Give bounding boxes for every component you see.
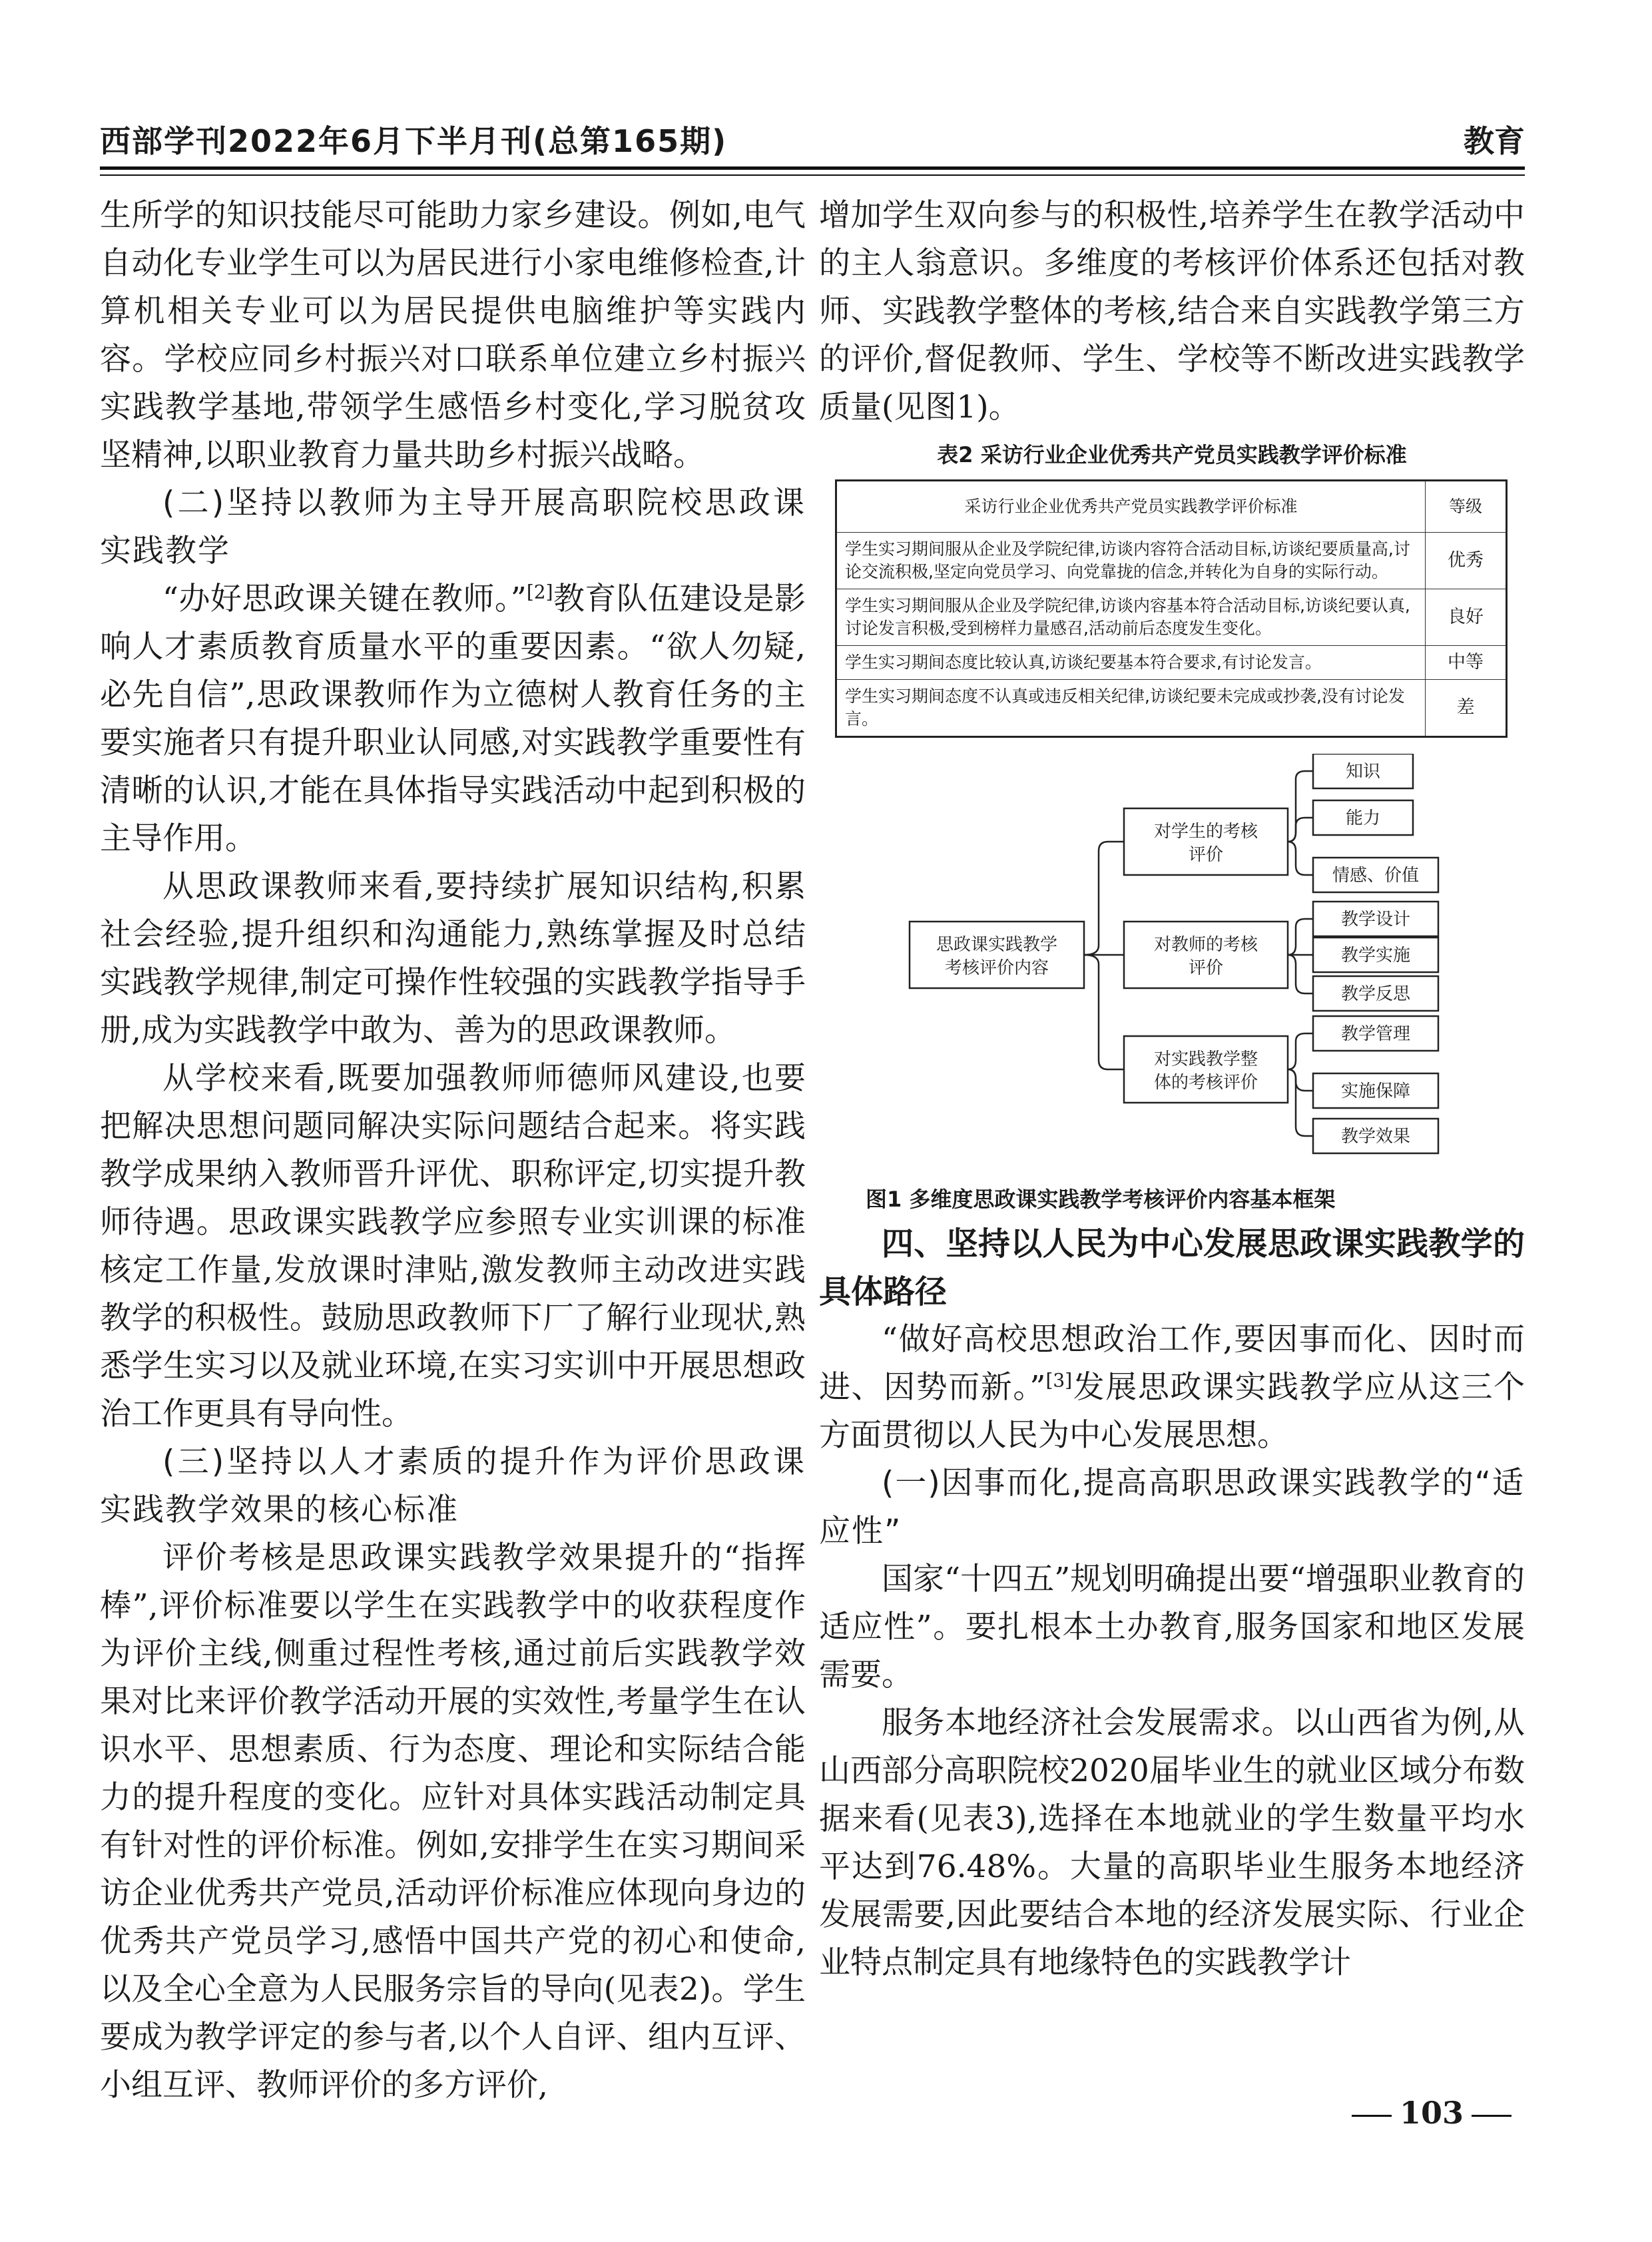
framework-diagram — [819, 754, 1525, 1180]
connector — [1288, 1069, 1313, 1136]
branch-node-label: 评价 — [1188, 845, 1224, 865]
section-heading: 四、坚持以人民为中心发展思政课实践教学的具体路径 — [819, 1225, 1525, 1310]
header-rule-thin — [100, 174, 1525, 176]
root-node-label: 思政课实践教学 — [936, 935, 1058, 955]
connector — [1288, 1033, 1313, 1069]
paragraph: “做好高校思想政治工作,要因事而化、因时而进、因势而新。”[3]发展思政课实践教学应从这三个方面贯彻以人民为中心发展思想。 — [819, 1321, 1525, 1454]
branch-node-label: 对实践教学整 — [1153, 1049, 1258, 1069]
right-column — [819, 192, 1525, 1987]
connector — [1084, 842, 1124, 955]
branch-node-label: 对学生的考核 — [1153, 822, 1258, 842]
branch-node-label: 体的考核评价 — [1153, 1073, 1258, 1093]
table-cell-criteria: 学生实习期间服从企业及学院纪律,访谈内容符合活动目标,访谈纪要质量高,讨论交流积极,坚定向党员学习、向党靠拢的信念,并转化为自身的实际行动。 — [836, 533, 1426, 589]
journal-title: 西部学刊2022年6月下半月刊(总第165期) — [100, 123, 728, 159]
paragraph: 国家“十四五”规划明确提出要“增强职业教育的适应性”。要扎根本土办教育,服务国家和地区发展需要。 — [819, 1561, 1525, 1693]
leaf-node-label: 教学实施 — [1340, 946, 1411, 966]
leaf-node-label: 教学管理 — [1340, 1024, 1411, 1044]
table-cell-criteria: 学生实习期间服从企业及学院纪律,访谈内容基本符合活动目标,访谈纪要认真,讨论发言积极,受到榜样力量感召,活动前后态度发生变化。 — [836, 589, 1426, 646]
leaf-node-label: 教学反思 — [1340, 984, 1411, 1004]
header-rule — [100, 166, 1525, 170]
citation-ref: [2] — [526, 581, 553, 603]
paragraph: “办好思政课关键在教师。”[2]教育队伍建设是影响人才素质教育质量水平的重要因素。“欲人勿疑,必先自信”,思政课教师作为立德树人教育任务的主要实施者只有提升职业认同感,对实践教学重要性有清晰的认识,才能在具体指导实践活动中起到积极的主导作用。 — [100, 581, 806, 857]
table-header-row — [836, 481, 1507, 533]
table-row — [836, 589, 1507, 646]
section-heading: (一)因事而化,提高高职思政课实践教学的“适应性” — [819, 1465, 1525, 1549]
table-cell-criteria: 学生实习期间态度比较认真,访谈纪要基本符合要求,有讨论发言。 — [836, 646, 1426, 680]
page-number — [1344, 2095, 1519, 2131]
page-number-dash — [1472, 2115, 1512, 2117]
connector — [1288, 1069, 1313, 1091]
section-label: 教育 — [1464, 123, 1525, 159]
paragraph: 评价考核是思政课实践教学效果提升的“指挥棒”,评价标准要以学生在实践教学中的收获程度作为评价主线,侧重过程性考核,通过前后实践教学效果对比来评价教学活动开展的实效性,考量学生在认识水平、思想素质、行为态度、理论和实际结合能力的提升程度的变化。应针对具体实践活动制定具有针对性的评价标准。例如,安排学生在实习期间采访企业优秀共产党员,活动评价标准应体现向身边的优秀共产党员学习,感悟中国共产党的初心和使命,以及全心全意为人民服务宗旨的导向(见表2)。学生要成为教学评定的参与者,以个人自评、组内互评、小组互评、教师评价的多方评价, — [100, 1540, 806, 2103]
running-header — [100, 117, 1525, 164]
left-column — [100, 192, 806, 2109]
connector — [1288, 842, 1313, 875]
table-caption: 表2 采访行业企业优秀共产党员实践教学评价标准 — [937, 442, 1407, 467]
leaf-node-label: 能力 — [1345, 808, 1381, 828]
paragraph: 增加学生双向参与的积极性,培养学生在教学活动中的主人翁意识。多维度的考核评价体系还包括对教师、实践教学整体的考核,结合来自实践教学第三方的评价,督促教师、学生、学校等不断改进实践教学质量(见图1)。 — [819, 197, 1525, 425]
table-cell-grade: 优秀 — [1426, 533, 1507, 589]
paragraph: 从思政课教师来看,要持续扩展知识结构,积累社会经验,提升组织和沟通能力,熟练掌握及时总结实践教学规律,制定可操作性较强的实践教学指导手册,成为实践教学中敢为、善为的思政课教师。 — [100, 868, 806, 1049]
branch-node-box — [1124, 1036, 1288, 1103]
branch-node-box — [1124, 922, 1288, 988]
section-heading: (二)坚持以教师为主导开展高职院校思政课实践教学 — [100, 485, 806, 569]
connector — [1084, 955, 1124, 1069]
table-cell-grade: 良好 — [1426, 589, 1507, 646]
connector — [1288, 818, 1313, 842]
evaluation-table — [835, 479, 1508, 738]
table-header-grade: 等级 — [1426, 481, 1507, 533]
table-cell-grade: 中等 — [1426, 646, 1507, 680]
page-number-dash — [1352, 2115, 1392, 2117]
paragraph: 从学校来看,既要加强教师师德师风建设,也要把解决思想问题同解决实际问题结合起来。将实践教学成果纳入教师晋升评优、职称评定,切实提升教师待遇。思政课实践教学应参照专业实训课的标准核定工作量,发放课时津贴,激发教师主动改进实践教学的积极性。鼓励思政教师下厂了解行业现状,熟悉学生实习以及就业环境,在实习实训中开展思想政治工作更具有导向性。 — [100, 1060, 806, 1432]
connector — [1288, 771, 1313, 842]
table-cell-grade: 差 — [1426, 680, 1507, 737]
connector — [1288, 955, 1313, 993]
framework-diagram-svg — [819, 754, 1525, 1180]
leaf-node-label: 情感、价值 — [1332, 866, 1420, 886]
root-node-label: 考核评价内容 — [944, 958, 1049, 978]
leaf-node-label: 教学设计 — [1340, 910, 1411, 930]
figure-caption: 图1 多维度思政课实践教学考核评价内容基本框架 — [866, 1187, 1336, 1212]
paragraph: 服务本地经济社会发展需求。以山西省为例,从山西部分高职院校2020届毕业生的就业区域分布数据来看(见表3),选择在本地就业的学生数量平均水平达到76.48%。大量的高职毕业生服务本地经济发展需要,因此要结合本地的经济发展实际、行业企业特点制定具有地缘特色的实践教学计 — [819, 1705, 1525, 1981]
branch-node-label: 对教师的考核 — [1153, 935, 1258, 955]
citation-ref: [3] — [1045, 1369, 1073, 1392]
table-row — [836, 533, 1507, 589]
leaf-node-label: 教学效果 — [1340, 1127, 1411, 1147]
branch-node-label: 评价 — [1188, 958, 1224, 978]
leaf-node-label: 知识 — [1345, 762, 1381, 782]
branch-node-box — [1124, 808, 1288, 875]
section-heading: (三)坚持以人才素质的提升作为评价思政课实践教学效果的核心标准 — [100, 1444, 806, 1528]
table-cell-criteria: 学生实习期间态度不认真或违反相关纪律,访谈纪要未完成或抄袭,没有讨论发言。 — [836, 680, 1426, 737]
table-row — [836, 646, 1507, 680]
leaf-node-label: 实施保障 — [1340, 1081, 1411, 1101]
table-header-criteria: 采访行业企业优秀共产党员实践教学评价标准 — [836, 481, 1426, 533]
root-node-box — [910, 922, 1084, 988]
connector — [1288, 919, 1313, 955]
paragraph: 生所学的知识技能尽可能助力家乡建设。例如,电气自动化专业学生可以为居民进行小家电维修检查,计算机相关专业可以为居民提供电脑维护等实践内容。学校应同乡村振兴对口联系单位建立乡村振兴实践教学基地,带领学生感悟乡村变化,学习脱贫攻坚精神,以职业教育力量共助乡村振兴战略。 — [100, 197, 806, 473]
table-row — [836, 680, 1507, 737]
page-number-value: 103 — [1400, 2095, 1464, 2131]
